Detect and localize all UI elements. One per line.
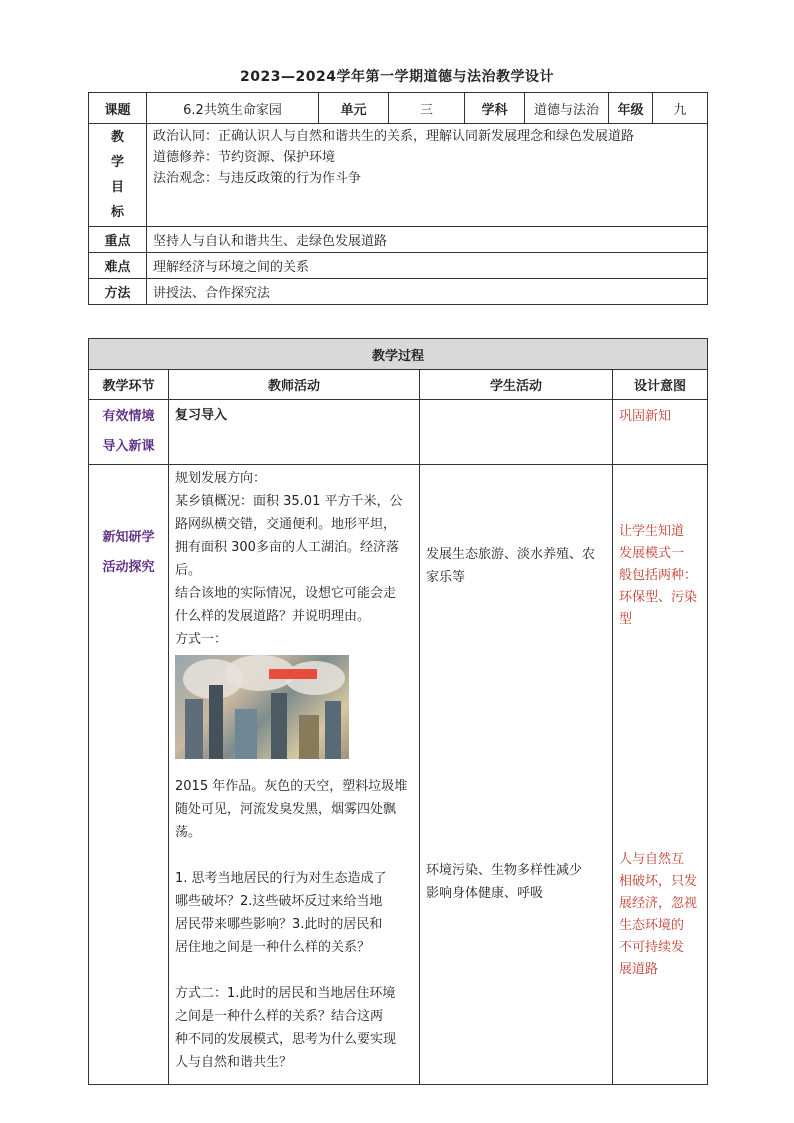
difficulty-value: 理解经济与环境之间的关系 [147,253,708,279]
method-label: 方法 [89,279,147,305]
col-student: 学生活动 [420,370,613,400]
student-intro [420,400,613,465]
stage-intro: 有效情境 导入新课 [89,400,169,465]
process-title: 教学过程 [89,339,708,370]
intent-explore: 让学生知道 发展模式一 般包括两种： 环保型、污染 型 人与自然互 相破坏，只发 展经济，忽视 生态环境的 不可持续发 展道路 [613,465,708,1085]
teacher-intro: 复习导入 [169,400,420,465]
teacher-explore: 规划发展方向： 某乡镇概况：面积 35.01 平方千米，公 路网纵横交错，交通便利。地形平坦， 拥有面积 300多亩的人工湖泊。经济落 后。 结合该地的实际情况，设想它可能会走 什么样的发展道路？并说明理由。 方式一： 2015 年作品。灰色的天空，塑料垃圾堆 随处可见，河流发臭发黑，烟雾四处飘 荡。 1. 思考当地居民的行为对生态造成了 哪些破坏？2.这些破坏反过来给当地 居民带来哪些影响？3.此时的居民和 居住地之间是一种什么样的关系？ 方式二：1.此时的居民和当地居住环境 之间是一种什么样的关系？结合这两 种不同的发展模式，思考为什么要实现 人与自然和谐共生？ [169,465,420,1085]
difficulty-label: 难点 [89,253,147,279]
subject-label: 学科 [465,93,525,124]
student-explore: 发展生态旅游、淡水养殖、农 家乐等 环境污染、生物多样性减少 影响身体健康、呼吸 [420,465,613,1085]
subject-value: 道德与法治 [525,93,609,124]
col-stage: 教学环节 [89,370,169,400]
key-point-label: 重点 [89,227,147,253]
unit-value: 三 [389,93,465,124]
method-value: 讲授法、合作探究法 [147,279,708,305]
unit-label: 单元 [319,93,389,124]
grade-value: 九 [653,93,708,124]
col-intent: 设计意图 [613,370,708,400]
intent-intro: 巩固新知 [613,400,708,465]
lesson-info-table [88,92,708,305]
key-point-value: 坚持人与自认和谐共生、走绿色发展道路 [147,227,708,253]
objectives-label: 教 学 目 标 [89,124,147,227]
grade-label: 年级 [609,93,653,124]
document-title: 2023—2024学年第一学期道德与法治教学设计 [240,69,554,85]
polluted-city-painting-icon [175,655,349,759]
objectives-content: 政治认同：正确认识人与自然和谐共生的关系，理解认同新发展理念和绿色发展道路 道德修养：节约资源、保护环境 法治观念：与违反政策的行为作斗争 [147,124,708,227]
topic-value: 6.2共筑生命家园 [147,93,319,124]
col-teacher: 教师活动 [169,370,420,400]
teaching-process-table [88,338,708,1085]
stage-explore: 新知研学 活动探究 [89,465,169,1085]
topic-label: 课题 [89,93,147,124]
